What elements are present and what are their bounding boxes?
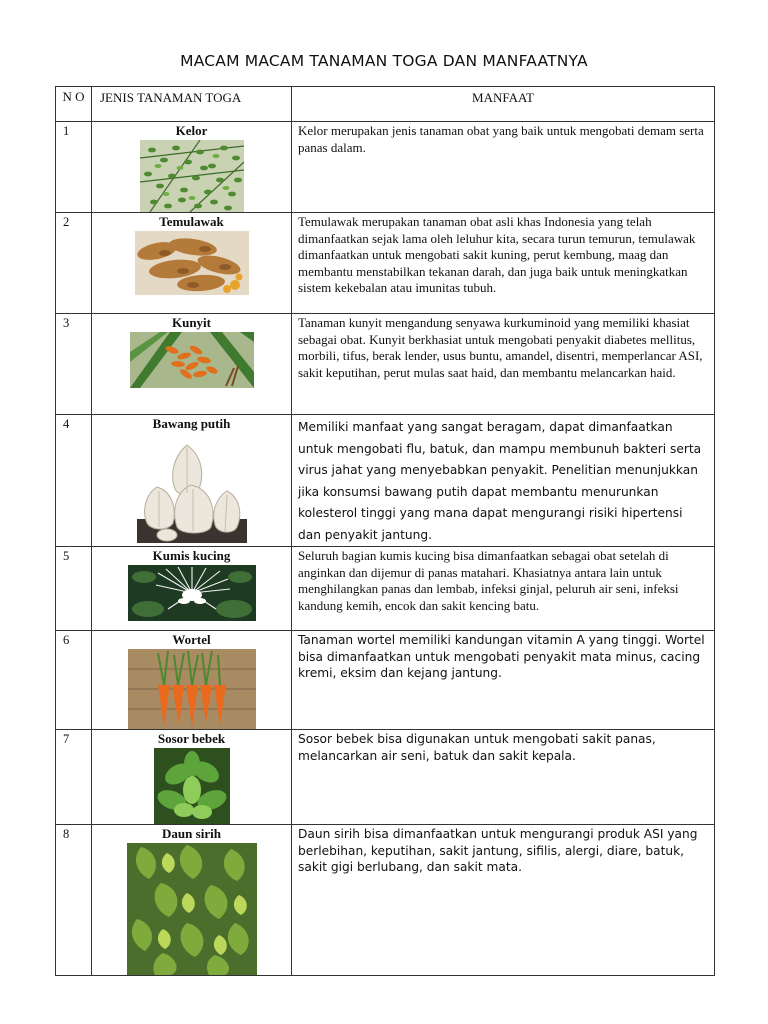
benefit-text: Tanaman wortel memiliki kandungan vitamin A yang tinggi. Wortel bisa dimanfaatkan untuk mengobati penyakit mata minus, cacing kremi, eksim dan kejang jantung. — [292, 631, 715, 730]
header-jenis: JENIS TANAMAN TOGA — [92, 87, 292, 122]
benefit-text: Seluruh bagian kumis kucing bisa dimanfaatkan sebagai obat setelah di anginkan dan dijemur di panas matahari. Khasiatnya antara lain untuk menghilangkan panas dan lembab, infeksi ginjal, peluruh air seni, infeksi kandung kemih, encok dan sakit kencing batu. — [292, 547, 715, 631]
table-row — [56, 547, 715, 631]
moringa-leaves-photo — [140, 140, 244, 212]
table-row — [56, 314, 715, 415]
plant-cell — [92, 825, 292, 976]
plant-name: Bawang putih — [152, 416, 231, 431]
plant-name: Kumis kucing — [152, 548, 231, 563]
plant-cell — [92, 547, 292, 631]
garlic-photo — [137, 433, 247, 543]
plant-cell — [92, 415, 292, 547]
betel-leaves-photo — [127, 843, 257, 975]
kumis-kucing-flower-photo — [128, 565, 256, 621]
table-row — [56, 415, 715, 547]
table-header-row — [56, 87, 715, 122]
plant-name: Daun sirih — [162, 826, 221, 841]
row-number: 4 — [56, 415, 92, 547]
table-row — [56, 631, 715, 730]
benefit-text: Memiliki manfaat yang sangat beragam, dapat dimanfaatkan untuk mengobati flu, batuk, dan mampu membunuh bakteri serta virus jahat yang menyebabkan penyakit. Penelitian menunjukkan jika konsumsi bawang putih dapat membantu menurunkan kolesterol tinggi yang mana dapat mengurangi risiki hipertensi dan penyakit jantung. — [292, 415, 715, 547]
benefit-text: Kelor merupakan jenis tanaman obat yang baik untuk mengobati demam serta panas dalam. — [292, 122, 715, 213]
table-row — [56, 122, 715, 213]
plant-cell — [92, 122, 292, 213]
plant-cell — [92, 213, 292, 314]
plant-name: Kunyit — [171, 315, 211, 330]
table-row — [56, 213, 715, 314]
temulawak-rhizome-photo — [135, 231, 249, 295]
plant-name: Wortel — [172, 632, 211, 647]
turmeric-photo — [130, 332, 254, 388]
carrots-photo — [128, 649, 256, 729]
benefit-text: Temulawak merupakan tanaman obat asli khas Indonesia yang telah dimanfaatkan sejak lama oleh leluhur kita, secara turun temurun, temulawak dimanfaatkan untuk mengobati sakit kuning, perut kembung, maag dan membantu menstabilkan tekanan darah, dan juga baik untuk meningkatkan sistem kekebalan atau imunitas tubuh. — [292, 213, 715, 314]
plant-name: Sosor bebek — [157, 731, 226, 746]
sosor-bebek-plant-photo — [154, 748, 230, 824]
header-manfaat: MANFAAT — [292, 87, 715, 122]
plant-table — [55, 86, 715, 976]
row-number: 8 — [56, 825, 92, 976]
plant-cell — [92, 730, 292, 825]
plant-cell — [92, 631, 292, 730]
row-number: 5 — [56, 547, 92, 631]
row-number: 3 — [56, 314, 92, 415]
row-number: 7 — [56, 730, 92, 825]
plant-name: Kelor — [175, 123, 208, 138]
benefit-text: Tanaman kunyit mengandung senyawa kurkuminoid yang memiliki khasiat sebagai obat. Kunyit berkhasiat untuk mengobati penyakit diabetes mellitus, morbili, tifus, berak lender, usus buntu, amandel, disentri, memperlancar ASI, sakit keputihan, perut mulas saat haid, dan membantu melancarkan haid. — [292, 314, 715, 415]
row-number: 2 — [56, 213, 92, 314]
plant-name: Temulawak — [159, 214, 224, 229]
row-number: 6 — [56, 631, 92, 730]
benefit-text: Sosor bebek bisa digunakan untuk mengobati sakit panas, melancarkan air seni, batuk dan sakit kepala. — [292, 730, 715, 825]
benefit-text: Daun sirih bisa dimanfaatkan untuk mengurangi produk ASI yang berlebihan, keputihan, sakit jantung, sifilis, alergi, diare, batuk, sakit gigi berlubang, dan sakit mata. — [292, 825, 715, 976]
page-title: MACAM MACAM TANAMAN TOGA DAN MANFAATNYA — [180, 52, 588, 70]
table-row — [56, 825, 715, 976]
header-no: N O — [56, 87, 92, 122]
row-number: 1 — [56, 122, 92, 213]
table-row — [56, 730, 715, 825]
plant-cell — [92, 314, 292, 415]
